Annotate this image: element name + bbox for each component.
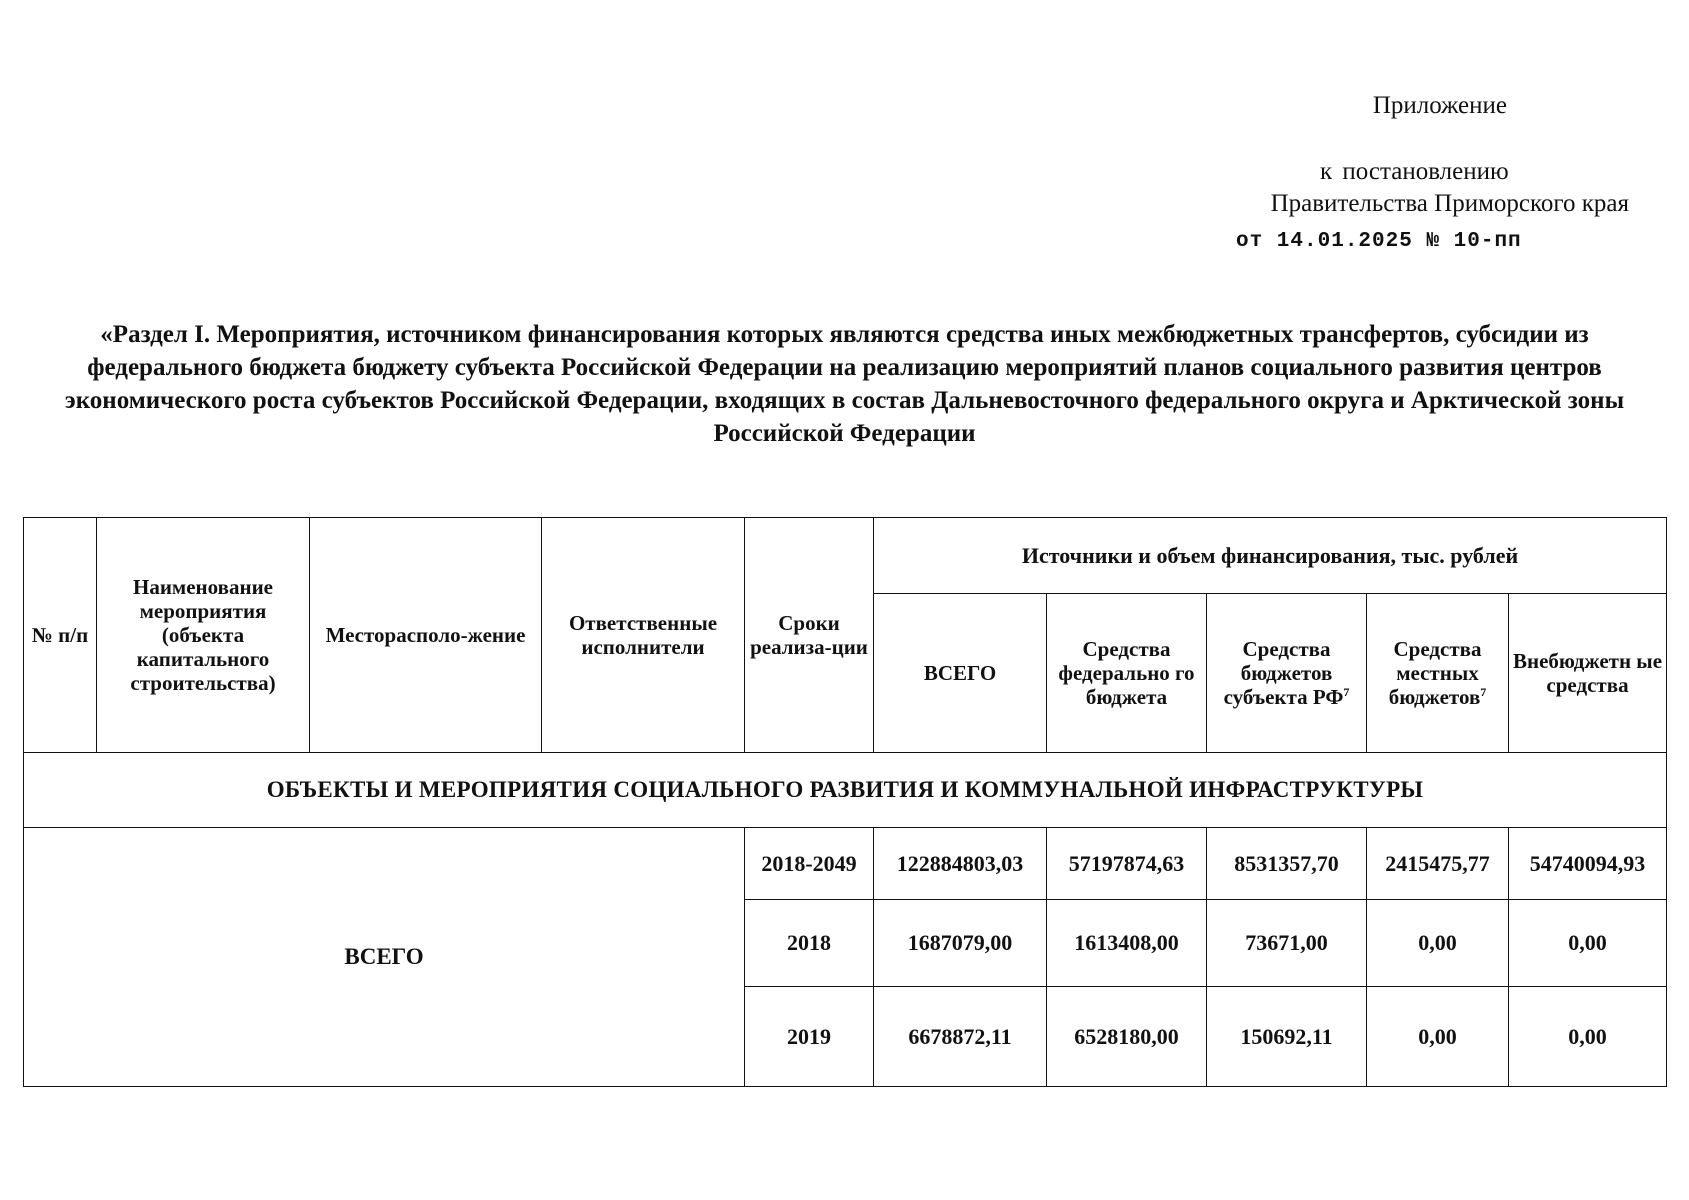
header-total: ВСЕГО bbox=[874, 594, 1047, 753]
header-name: Наименование мероприятия (объекта капитального строительства) bbox=[97, 518, 310, 753]
funding-table bbox=[23, 517, 1667, 1087]
appendix-label: Приложение bbox=[1372, 92, 1507, 119]
header-federal: Средства федерально го бюджета bbox=[1047, 594, 1207, 753]
header-responsible: Ответственные исполнители bbox=[542, 518, 745, 753]
header-regional-text: Средства бюджетов субъекта РФ bbox=[1223, 637, 1344, 709]
footnote-mark: 7 bbox=[1480, 685, 1487, 699]
decree-date-number: от 14.01.2025 № 10-пп bbox=[1236, 230, 1522, 253]
row-period: 2018 bbox=[745, 900, 874, 987]
row-regional: 73671,00 bbox=[1207, 900, 1367, 987]
section-title: «Раздел I. Мероприятия, источником финансирования которых являются средства иных межбюджетных трансфертов, субсидии из федерального бюджета бюджету субъекта Российской Федерации на реализацию мероприятий планов социального развития центров экономического роста субъектов Российской Федерации, входящих в состав Дальневосточного федерального округа и Арктической зоны Российской Федерации bbox=[64, 321, 1625, 447]
header-funding: Источники и объем финансирования, тыс. рублей bbox=[874, 518, 1667, 594]
row-federal: 1613408,00 bbox=[1047, 900, 1207, 987]
row-period: 2019 bbox=[745, 987, 874, 1087]
row-total: 122884803,03 bbox=[874, 828, 1047, 900]
row-federal: 6528180,00 bbox=[1047, 987, 1207, 1087]
header-extra: Внебюджетн ые средства bbox=[1509, 594, 1667, 753]
row-local: 0,00 bbox=[1367, 987, 1509, 1087]
government-name: Правительства Приморского края bbox=[1270, 190, 1629, 217]
row-local: 2415475,77 bbox=[1367, 828, 1509, 900]
row-local: 0,00 bbox=[1367, 900, 1509, 987]
header-local bbox=[1367, 594, 1509, 753]
row-regional: 8531357,70 bbox=[1207, 828, 1367, 900]
section-row: ОБЪЕКТЫ И МЕРОПРИЯТИЯ СОЦИАЛЬНОГО РАЗВИТИЯ И КОММУНАЛЬНОЙ ИНФРАСТРУКТУРЫ bbox=[24, 753, 1667, 828]
header-regional bbox=[1207, 594, 1367, 753]
row-extra: 54740094,93 bbox=[1509, 828, 1667, 900]
header-terms: Сроки реализа-ции bbox=[745, 518, 874, 753]
row-period: 2018-2049 bbox=[745, 828, 874, 900]
row-extra: 0,00 bbox=[1509, 900, 1667, 987]
header-location: Месторасполо-жение bbox=[310, 518, 542, 753]
row-total: 1687079,00 bbox=[874, 900, 1047, 987]
header-local-text: Средства местных бюджетов bbox=[1388, 637, 1482, 709]
decree-reference: к постановлению bbox=[1320, 158, 1509, 185]
row-extra: 0,00 bbox=[1509, 987, 1667, 1087]
total-label: ВСЕГО bbox=[24, 828, 745, 1087]
row-total: 6678872,11 bbox=[874, 987, 1047, 1087]
row-federal: 57197874,63 bbox=[1047, 828, 1207, 900]
footnote-mark: 7 bbox=[1343, 685, 1350, 699]
header-num: № п/п bbox=[24, 518, 97, 753]
row-regional: 150692,11 bbox=[1207, 987, 1367, 1087]
